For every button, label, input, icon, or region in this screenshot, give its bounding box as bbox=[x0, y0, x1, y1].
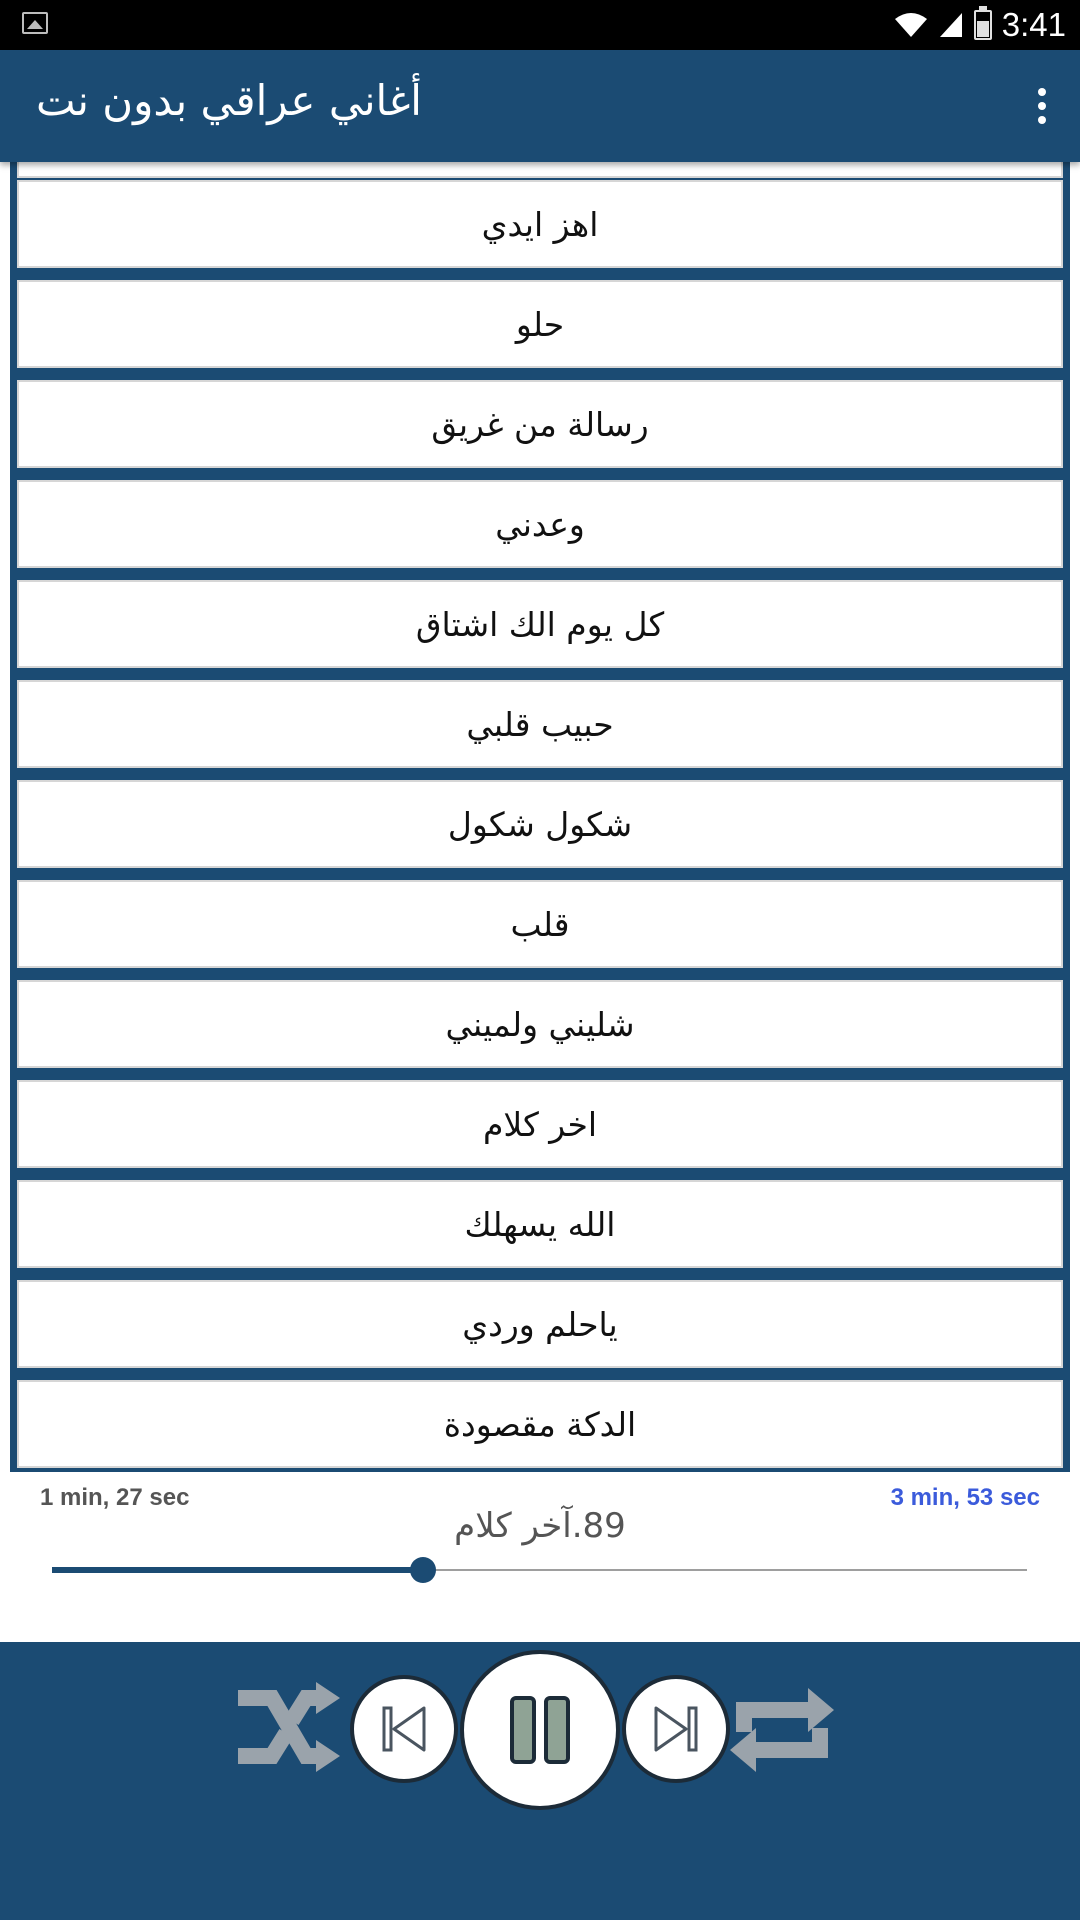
song-item[interactable]: وعدني bbox=[17, 480, 1063, 568]
previous-button[interactable] bbox=[350, 1675, 458, 1783]
total-time: 3 min, 53 sec bbox=[890, 1484, 1040, 1511]
player-controls bbox=[0, 1642, 1080, 1920]
now-playing-title: 89.آخر كلام bbox=[454, 1506, 626, 1546]
wifi-icon bbox=[894, 11, 928, 39]
seek-bar-thumb[interactable] bbox=[410, 1557, 436, 1583]
song-item[interactable]: ياحلم وردي bbox=[17, 1280, 1063, 1368]
status-time: 3:41 bbox=[1001, 6, 1066, 43]
song-item[interactable]: الله يسهلك bbox=[17, 1180, 1063, 1268]
song-item[interactable]: اخر كلام bbox=[17, 1080, 1063, 1168]
song-item[interactable]: الدكة مقصودة bbox=[17, 1380, 1063, 1468]
song-item-partial[interactable] bbox=[17, 162, 1063, 178]
player-info bbox=[0, 1472, 1080, 1642]
song-item[interactable]: حلو bbox=[17, 280, 1063, 368]
song-item[interactable]: اهز ايدي bbox=[17, 180, 1063, 268]
skip-next-icon bbox=[650, 1703, 702, 1755]
play-pause-button[interactable] bbox=[460, 1650, 620, 1810]
song-item[interactable]: حبيب قلبي bbox=[17, 680, 1063, 768]
cell-signal-icon bbox=[938, 11, 964, 39]
pause-icon bbox=[504, 1694, 576, 1766]
status-bar bbox=[0, 0, 1080, 50]
seek-bar-progress bbox=[52, 1567, 423, 1573]
song-item[interactable]: رسالة من غريق bbox=[17, 380, 1063, 468]
battery-icon bbox=[974, 10, 992, 40]
skip-previous-icon bbox=[378, 1703, 430, 1755]
song-item[interactable]: قلب bbox=[17, 880, 1063, 968]
overflow-menu-icon[interactable] bbox=[1024, 80, 1060, 132]
repeat-icon[interactable] bbox=[728, 1680, 836, 1780]
status-right bbox=[894, 6, 1066, 44]
app-bar bbox=[0, 50, 1080, 162]
song-item[interactable]: كل يوم الك اشتاق bbox=[17, 580, 1063, 668]
elapsed-time: 1 min, 27 sec bbox=[40, 1484, 190, 1511]
seek-bar[interactable] bbox=[52, 1569, 1027, 1571]
next-button[interactable] bbox=[622, 1675, 730, 1783]
song-list[interactable] bbox=[10, 162, 1070, 1472]
song-item[interactable]: شكول شكول bbox=[17, 780, 1063, 868]
gallery-notification-icon bbox=[22, 12, 48, 34]
app-title: أغاني عراقي بدون نت bbox=[36, 76, 422, 125]
shuffle-icon[interactable] bbox=[238, 1680, 342, 1774]
song-item[interactable]: شليني ولميني bbox=[17, 980, 1063, 1068]
